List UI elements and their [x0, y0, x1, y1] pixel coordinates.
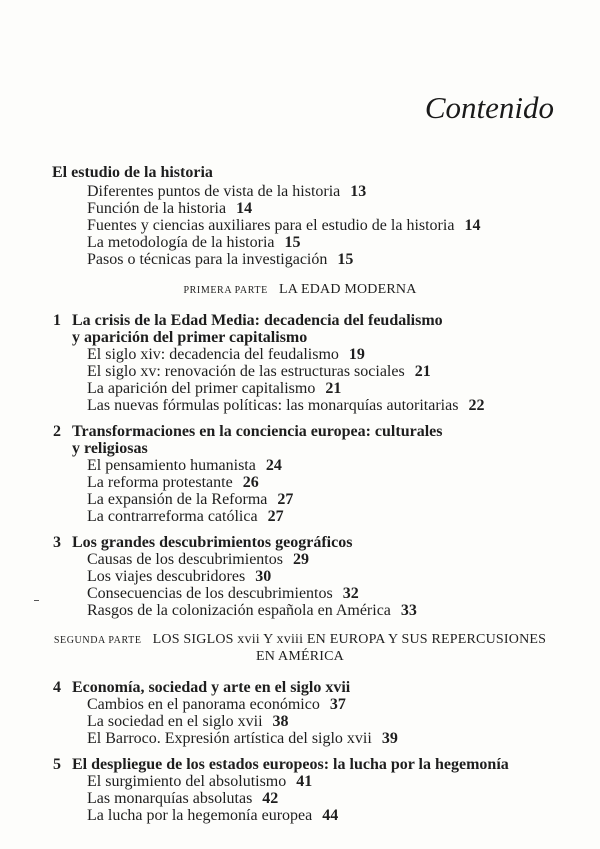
chapter-number: 4	[53, 679, 61, 696]
toc-entry: El Barroco. Expresión artística del siglo xvii 39	[87, 730, 398, 747]
chapter-number: 1	[53, 312, 61, 329]
chapter-heading: Los grandes descubrimientos geográficos	[72, 534, 353, 551]
toc-entry: Diferentes puntos de vista de la historia 13	[87, 183, 367, 200]
chapter-heading: y aparición del primer capitalismo	[72, 329, 308, 346]
part-title-line2: EN AMÉRICA	[256, 649, 344, 664]
toc-entry: El surgimiento del absolutismo 41	[87, 773, 313, 790]
part-title: LOS SIGLOS xvii Y xviii EN EUROPA Y SUS REPERCUSIONES	[152, 632, 547, 647]
chapter-number: 2	[53, 423, 61, 440]
toc-entry: La lucha por la hegemonía europea 44	[87, 807, 339, 824]
chapter-heading: Economía, sociedad y arte en el siglo xvii	[72, 679, 351, 696]
intro-heading: El estudio de la historia	[52, 164, 213, 181]
chapter-number: 5	[53, 756, 61, 773]
part-title: LA EDAD MODERNA	[278, 282, 417, 297]
chapter-number: 3	[53, 534, 61, 551]
toc-entry: El siglo xv: renovación de las estructuras sociales 21	[87, 363, 431, 380]
toc-entry: Causas de los descubrimientos 29	[87, 551, 309, 568]
toc-entry: Los viajes descubridores 30	[87, 568, 272, 585]
toc-entry: Las nuevas fórmulas políticas: las monarquías autoritarias 22	[87, 397, 485, 414]
chapter-heading: y religiosas	[72, 440, 148, 457]
toc-entry: La metodología de la historia 15	[87, 234, 301, 251]
toc-entry: Pasos o técnicas para la investigación 15	[87, 251, 354, 268]
toc-entry: Consecuencias de los descubrimientos 32	[87, 585, 359, 602]
page-title: Contenido	[424, 90, 554, 125]
part-prefix: SEGUNDA PARTE	[53, 635, 142, 646]
toc-entry: El siglo xiv: decadencia del feudalismo 19	[87, 346, 365, 363]
toc-entry: El pensamiento humanista 24	[87, 457, 282, 474]
toc-entry: Rasgos de la colonización española en América 33	[87, 602, 417, 619]
toc-entry: La reforma protestante 26	[87, 474, 259, 491]
toc-entry: Cambios en el panorama económico 37	[87, 696, 346, 713]
toc-entry: La aparición del primer capitalismo 21	[87, 380, 342, 397]
toc-entry: Fuentes y ciencias auxiliares para el estudio de la historia 14	[87, 217, 481, 234]
margin-mark	[34, 600, 39, 601]
chapter-heading: Transformaciones en la conciencia europea: culturales	[72, 423, 443, 440]
toc-entry: La expansión de la Reforma 27	[87, 491, 294, 508]
toc-entry: Función de la historia 14	[87, 200, 253, 217]
part-prefix: PRIMERA PARTE	[183, 285, 268, 296]
chapter-heading: La crisis de la Edad Media: decadencia del feudalismo	[72, 312, 443, 329]
toc-entry: Las monarquías absolutas 42	[87, 790, 279, 807]
chapter-heading: El despliegue de los estados europeos: la lucha por la hegemonía	[72, 756, 509, 773]
toc-entry: La sociedad en el siglo xvii 38	[87, 713, 289, 730]
toc-entry: La contrarreforma católica 27	[87, 508, 284, 525]
part-heading	[0, 632, 600, 648]
part-heading	[0, 282, 600, 298]
